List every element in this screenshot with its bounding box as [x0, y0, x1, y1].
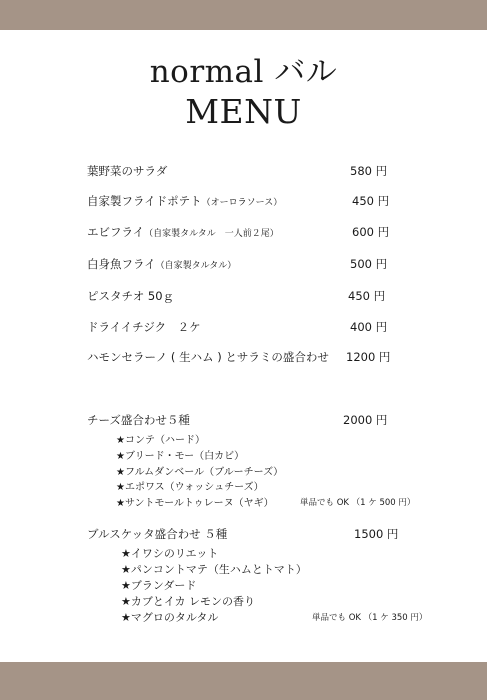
cheese-list-item: ★エポワス（ウォッシュチーズ）: [116, 482, 264, 493]
cheese-list-item: ★サントモールトゥレーヌ（ヤギ）: [116, 498, 274, 509]
menu-item-dried-fig: ドライイチジク ２ケ: [87, 320, 201, 334]
bruschetta-list-item: ★イワシのリエット: [121, 547, 219, 560]
cheese-list-item: ★ブリード・モー（白カビ）: [116, 451, 245, 462]
price-fries: 450 円: [352, 194, 390, 208]
bruschetta-list-item: ★パンコントマテ（生ハムとトマト）: [121, 563, 307, 576]
menu-item-bruschetta-platter: ブルスケッタ盛合わせ ５種: [87, 527, 228, 541]
menu-item-fish-fry: 白身魚フライ（自家製タルタル）: [87, 257, 237, 271]
bottom-band: [0, 662, 487, 700]
price-ebi-fry: 600 円: [352, 225, 390, 239]
price-dried-fig: 400 円: [350, 320, 388, 334]
menu-title: normal バル: [149, 54, 338, 90]
cheese-list-item: ★コンテ（ハード）: [116, 435, 205, 446]
price-salad: 580 円: [350, 164, 388, 178]
menu-item-ebi-fry: エビフライ（自家製タルタル 一人前２尾）: [87, 225, 279, 239]
price-bruschetta-platter: 1500 円: [354, 527, 399, 541]
price-pistachio: 450 円: [348, 289, 386, 303]
price-fish-fry: 500 円: [350, 257, 388, 271]
bruschetta-list-item: ★ブランダード: [121, 579, 197, 592]
menu-heading: MENU: [185, 92, 302, 131]
bruschetta-list-item: ★マグロのタルタル: [121, 611, 219, 624]
menu-item-salad: 葉野菜のサラダ: [87, 164, 168, 178]
bruschetta-single-note: 単品でも OK （1 ケ 350 円）: [312, 613, 428, 623]
menu-item-jamon-platter: ハモンセラーノ ( 生ハム ) とサラミの盛合わせ: [87, 350, 329, 364]
cheese-list-item: ★フルムダンベール（ブルーチーズ）: [116, 467, 284, 478]
menu-item-fries: 自家製フライドポテト（オーロラソース）: [87, 194, 283, 208]
menu-item-pistachio: ピスタチオ 50ｇ: [87, 289, 175, 303]
top-band: [0, 0, 487, 30]
bruschetta-list-item: ★カブとイカ レモンの香り: [121, 595, 256, 608]
cheese-single-note: 単品でも OK （1 ケ 500 円）: [300, 498, 416, 508]
price-cheese-platter: 2000 円: [343, 413, 388, 427]
price-jamon-platter: 1200 円: [346, 350, 391, 364]
menu-item-cheese-platter: チーズ盛合わせ５種: [87, 413, 190, 427]
